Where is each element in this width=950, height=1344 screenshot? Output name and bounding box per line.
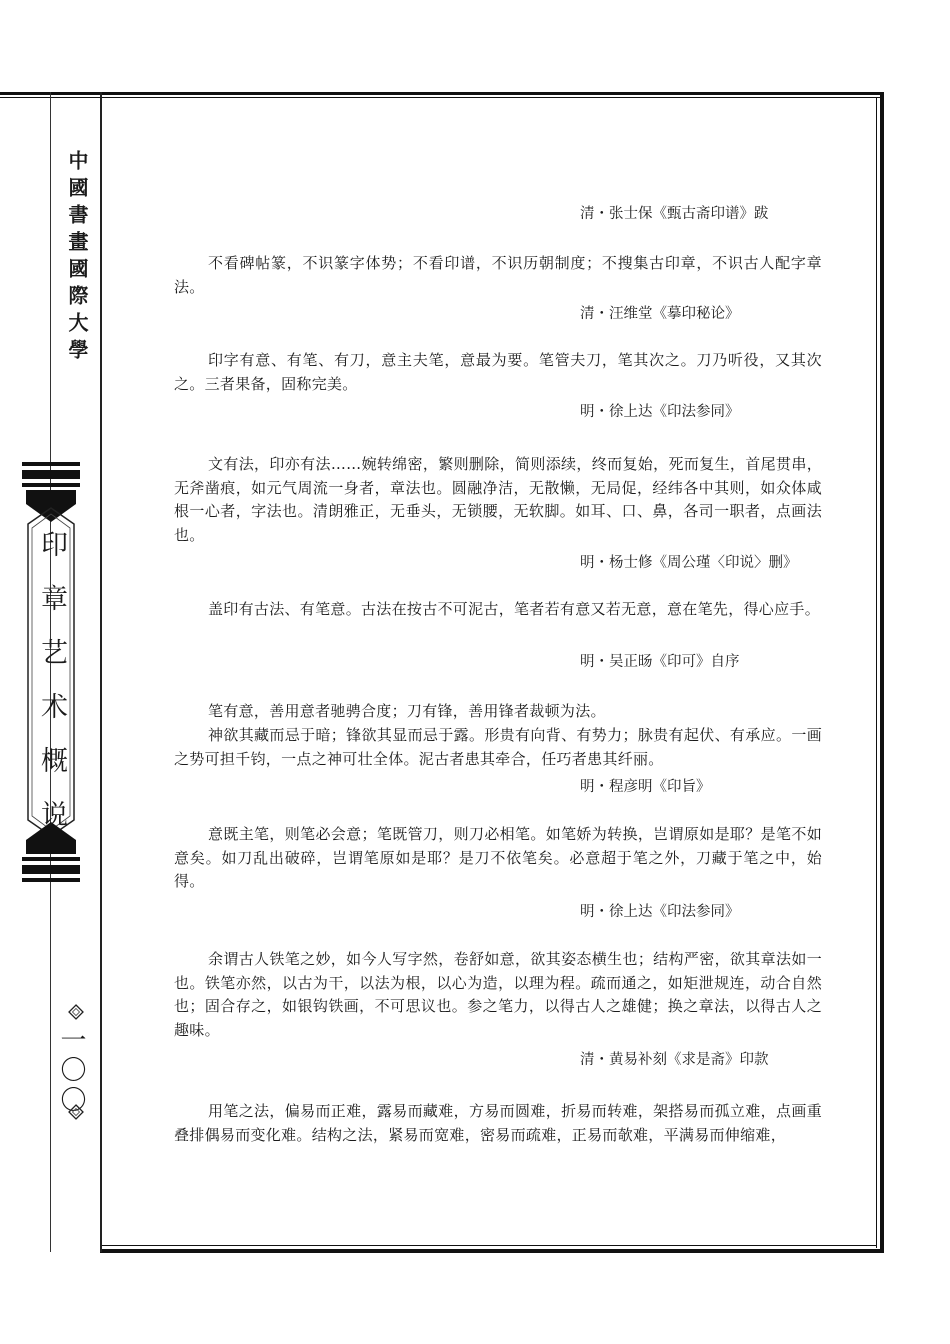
citation: 清・汪维堂《摹印秘论》 bbox=[580, 306, 740, 322]
frame-bottom-border bbox=[100, 1249, 884, 1253]
spine-divider-inner bbox=[100, 92, 102, 1252]
frame-right-border bbox=[880, 92, 884, 1252]
quote-paragraph: 意既主笔，则笔必会意；笔既管刀，则刀必相笔。如笔娇为转换，岂谓原如是耶？是笔不如意矣。如刀乱出破碎，岂谓笔原如是耶？是刀不依笔矣。必意超于笔之外，刀藏于笔之中，始得。 bbox=[174, 825, 822, 890]
frame-top-border bbox=[0, 92, 884, 95]
diamond-icon bbox=[68, 1104, 84, 1120]
quote-paragraph: 不看碑帖篆，不识篆字体势；不看印谱，不识历朝制度；不搜集古印章，不识古人配字章法。 bbox=[174, 254, 822, 296]
citation: 明・徐上达《印法参同》 bbox=[580, 404, 740, 420]
citation: 清・张士保《甄古斋印谱》跋 bbox=[580, 206, 769, 222]
citation: 明・吴正旸《印可》自序 bbox=[580, 654, 740, 670]
citation: 明・徐上达《印法参同》 bbox=[580, 904, 740, 920]
quote-paragraph: 用笔之法，偏易而正难，露易而藏难，方易而圆难，折易而转难，架搭易而孤立难，点画重叠排偶易而变化难。结构之法，紧易而宽难，密易而疏难，正易而欹难，平满易而伸缩难， bbox=[174, 1102, 822, 1144]
series-title: 中國書畫國際大學 bbox=[65, 150, 89, 366]
quote-paragraph: 神欲其藏而忌于暗；锋欲其显而忌于露。形贵有向背、有势力；脉贵有起伏、有承应。一画之势可担千钧，一点之神可壮全体。泥古者患其牵合，任巧者患其纤丽。 bbox=[174, 726, 822, 768]
diamond-icon bbox=[68, 1004, 84, 1020]
quote-paragraph: 盖印有古法、有笔意。古法在按古不可泥古，笔者若有意又若无意，意在笔先，得心应手。 bbox=[208, 600, 821, 618]
frame-right-inner-border bbox=[876, 97, 877, 1248]
quote-paragraph: 笔有意，善用意者驰骋合度；刀有锋，善用锋者裁顿为法。 bbox=[208, 702, 606, 720]
book-title: 印章艺术概说 bbox=[36, 530, 67, 854]
frame-top-inner-border bbox=[0, 97, 880, 98]
quote-paragraph: 印字有意、有笔、有刀，意主夫笔，意最为要。笔管夫刀，笔其次之。刀乃听役，又其次之。三者果备，固称完美。 bbox=[174, 351, 822, 393]
frame-bottom-inner-border bbox=[100, 1245, 877, 1246]
citation: 明・程彦明《印旨》 bbox=[580, 779, 711, 795]
quote-paragraph: 文有法，印亦有法……婉转绵密，繁则删除，简则添续，终而复始，死而复生，首尾贯串，无斧凿痕，如元气周流一身者，章法也。圆融净洁，无散懒，无局促，经纬各中其则，如众体咸根一心者，字法也。清朗雅正，无垂头，无锁腰，无软脚。如耳、口、鼻，各司一职者，点画法也。 bbox=[174, 455, 822, 544]
citation: 清・黄易补刻《求是斋》印款 bbox=[580, 1052, 769, 1068]
quote-paragraph: 余谓古人铁笔之妙，如今人写字然，卷舒如意，欲其姿态横生也；结构严密，欲其章法如一也。铁笔亦然，以古为干，以法为根，以心为造，以理为程。疏而通之，如矩泄规连，动合自然也；固合存之，如银钩铁画，不可思议也。参之笔力，以得古人之雄健；换之章法，以得古人之趣味。 bbox=[174, 950, 822, 1039]
citation: 明・杨士修《周公瑾〈印说〉删》 bbox=[580, 555, 798, 571]
page-number: 一〇〇 bbox=[56, 1026, 86, 1116]
